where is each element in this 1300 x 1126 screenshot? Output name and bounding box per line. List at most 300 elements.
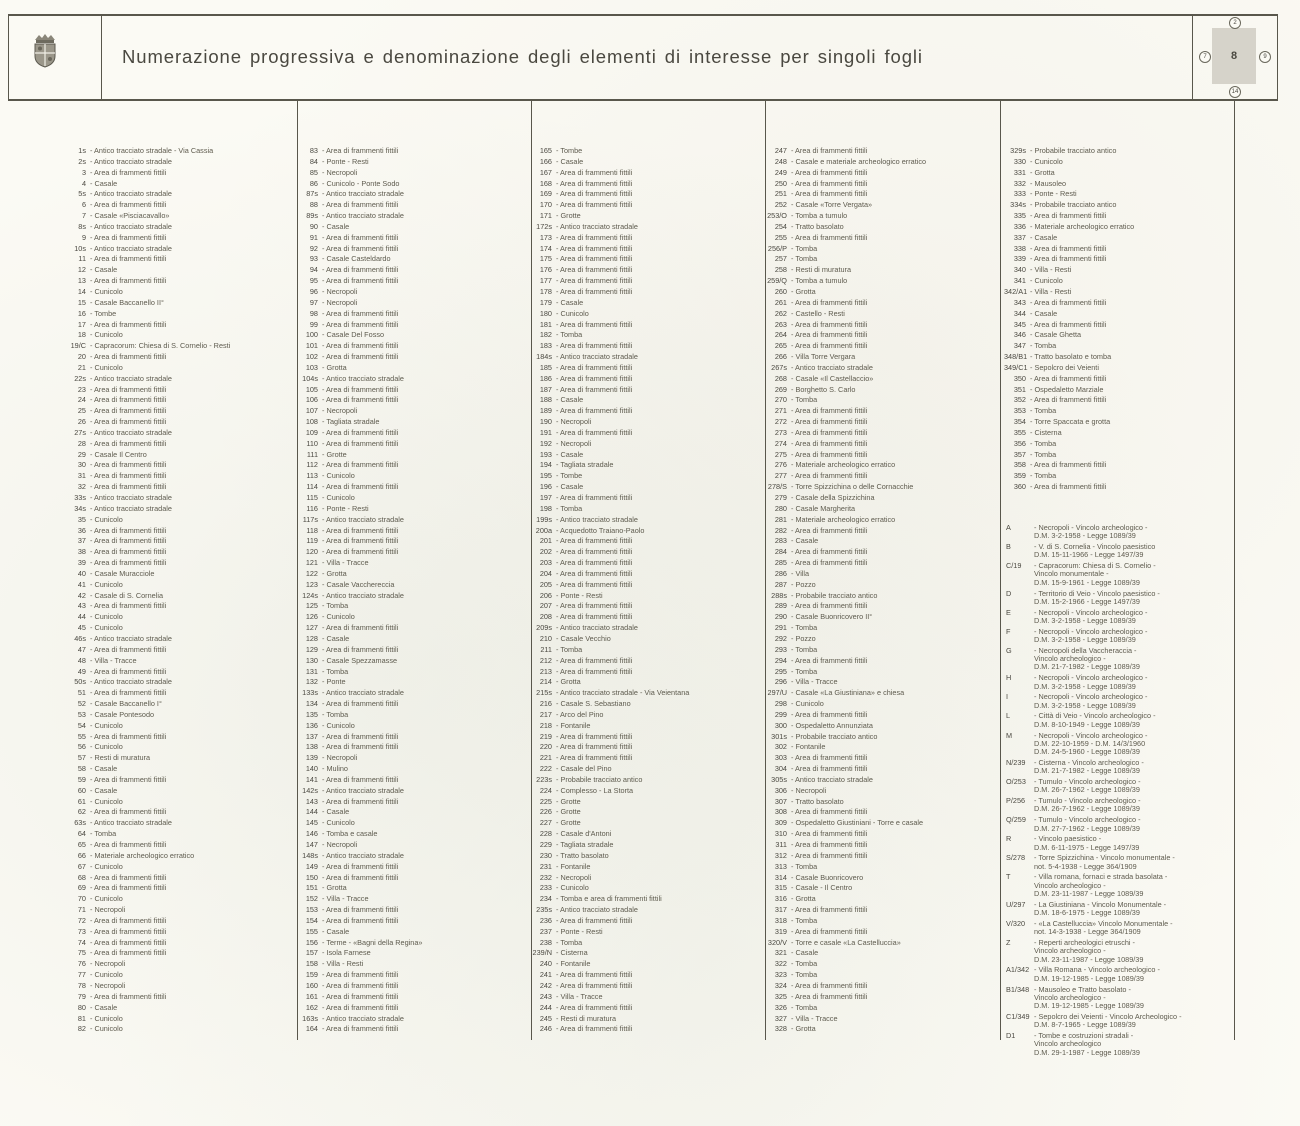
- entry-number: 322: [774, 959, 787, 969]
- entry-row: [58, 439, 230, 450]
- entry-row: [532, 536, 689, 547]
- entry-name: - Casale: [556, 482, 584, 492]
- entry-row: [58, 200, 230, 211]
- entry-number: 311: [775, 840, 787, 849]
- entry-number: 305s: [771, 774, 787, 784]
- legend-entry: [1006, 939, 1182, 964]
- entry-number: 141: [305, 774, 318, 784]
- entry-name: - Area di frammenti fittili: [556, 373, 633, 383]
- legend-code: E: [1006, 607, 1011, 617]
- entry-name: - Fontanile: [556, 959, 591, 969]
- entry-number: 239/N: [532, 948, 552, 958]
- entry-name: - Necropoli: [791, 785, 827, 795]
- entry-name: - Cunicolo: [322, 818, 355, 828]
- entry-number: 217: [539, 709, 552, 719]
- entry-row: [1004, 168, 1134, 179]
- entry-row: [764, 677, 926, 688]
- legend-line: - Cisterna - Vincolo archeologico -: [1034, 757, 1144, 767]
- entry-row: [764, 981, 926, 992]
- entry-row: [1004, 471, 1134, 482]
- entry-name: - Villa - Tracce: [556, 991, 603, 1001]
- entry-name: - Area di frammenti fittili: [556, 558, 633, 568]
- entry-number: 339: [1013, 254, 1026, 264]
- entry-number: 24: [77, 395, 86, 405]
- entry-name: - Area di frammenti fittili: [322, 623, 399, 633]
- entry-name: - Fontanile: [791, 742, 826, 752]
- entry-number: 246: [539, 1024, 552, 1034]
- entry-row: [532, 179, 689, 190]
- entry-number: 53: [77, 709, 86, 719]
- entry-number: 21: [77, 362, 86, 372]
- entry-name: - Necropoli: [90, 980, 126, 990]
- legend-line: D.M. 29-1-1987 - Legge 1089/39: [1034, 1047, 1140, 1057]
- legend-description: [1034, 647, 1140, 672]
- entry-number: 253/O: [767, 211, 787, 221]
- entry-name: - Area di frammenti fittili: [556, 547, 633, 557]
- entry-name: - Cunicolo: [90, 742, 123, 752]
- entry-number: 214: [539, 677, 552, 687]
- entry-row: [764, 450, 926, 461]
- entry-row: [764, 417, 926, 428]
- legend-line: D.M. 22-10-1959 - D.M. 14/3/1960: [1034, 738, 1146, 748]
- entry-number: 134: [305, 699, 318, 709]
- entry-number: 317: [774, 905, 787, 915]
- entry-row: [1004, 146, 1134, 157]
- entry-number: 92: [309, 243, 318, 253]
- legend-description: [1034, 778, 1141, 795]
- entry-name: - Area di frammenti fittili: [791, 764, 868, 774]
- entry-row: [532, 1003, 689, 1014]
- legend-line: - Torre Spizzichina - Vincolo monumentale -: [1034, 853, 1175, 863]
- legend-entry: [1006, 562, 1182, 587]
- entry-row: [1004, 189, 1134, 200]
- entry-name: - Cisterna: [556, 948, 588, 958]
- entry-name: - Area di frammenti fittili: [1030, 211, 1107, 221]
- entry-name: - Pozzo: [791, 633, 816, 643]
- entry-number: 75: [77, 948, 86, 958]
- entry-name: - Casale: [1030, 232, 1058, 242]
- entry-row: [58, 764, 230, 775]
- entry-name: - Grotta: [791, 894, 816, 904]
- legend-line: - Necropoli - Vincolo archeologico -: [1034, 523, 1148, 532]
- entry-number: 29: [77, 449, 86, 459]
- entry-name: - Grotte: [322, 449, 347, 459]
- entry-number: 189: [539, 406, 552, 416]
- entry-number: 23: [77, 384, 86, 394]
- entry-number: 16: [77, 308, 86, 318]
- entry-number: 25: [77, 406, 86, 416]
- entry-name: - Casale della Spizzichina: [791, 493, 875, 502]
- legend-code: T: [1006, 872, 1011, 882]
- column-divider: [1234, 100, 1235, 1040]
- entry-name: - Villa - Tracce: [791, 677, 838, 687]
- entry-number: 265: [774, 341, 787, 351]
- entry-row: [58, 807, 230, 818]
- entry-name: - Area di frammenti fittili: [322, 460, 399, 470]
- entry-row: [58, 189, 230, 200]
- legend-entry: [1006, 1013, 1182, 1030]
- legend-entry: [1006, 854, 1182, 871]
- entry-number: 296: [774, 677, 787, 687]
- legend-description: [1034, 1032, 1140, 1057]
- adjacent-sheet-top: 2: [1229, 17, 1241, 29]
- entry-name: - Casale Del Fosso: [322, 330, 385, 340]
- entry-row: [58, 547, 230, 558]
- entry-row: [292, 374, 422, 385]
- entry-number: 96: [309, 286, 318, 296]
- entry-number: 261: [774, 297, 787, 307]
- entry-name: - Ospedaletto Annunziata: [791, 720, 873, 730]
- entry-name: - Cunicolo: [322, 720, 355, 730]
- entry-number: 107: [305, 406, 318, 416]
- entry-row: [292, 471, 422, 482]
- entry-number: 288s: [771, 590, 787, 600]
- entry-row: [1004, 460, 1134, 471]
- adjacent-sheet-bottom: 14: [1229, 86, 1241, 98]
- entry-row: [1004, 330, 1134, 341]
- legend-line: - Mausoleo e Tratto basolato -: [1034, 984, 1131, 994]
- legend-line: Vincolo archeologico -: [1034, 946, 1106, 956]
- entry-name: - Grotta: [322, 883, 347, 893]
- entry-name: - Antico tracciato stradale - Via Cassia: [90, 146, 214, 155]
- entry-number: 256/P: [767, 243, 787, 253]
- entry-number: 131: [305, 666, 318, 676]
- entry-row: [764, 526, 926, 537]
- entry-number: 118: [306, 525, 318, 535]
- entry-name: - Casale: [1030, 308, 1058, 318]
- entry-row: [532, 927, 689, 938]
- entry-name: - Area di frammenti fittili: [556, 319, 633, 329]
- entry-row: [292, 786, 422, 797]
- entry-row: [292, 320, 422, 331]
- entry-number: 11: [78, 254, 86, 264]
- entry-name: - Ponte - Resti: [322, 156, 369, 166]
- entry-row: [58, 612, 230, 623]
- entry-row: [292, 840, 422, 851]
- entry-number: 32: [77, 482, 86, 492]
- entry-number: 44: [77, 612, 86, 622]
- entry-name: - Mausoleo: [1030, 178, 1067, 188]
- entry-name: - Tomba: [791, 623, 818, 633]
- entry-name: - Area di frammenti fittili: [322, 525, 399, 535]
- legend-line: D.M. 8-7-1965 - Legge 1089/39: [1034, 1020, 1136, 1030]
- entry-name: - Area di frammenti fittili: [322, 644, 399, 654]
- entry-row: [1004, 395, 1134, 406]
- entry-number: 336: [1013, 221, 1026, 231]
- entry-row: [292, 395, 422, 406]
- entry-row: [764, 1003, 926, 1014]
- entry-row: [292, 580, 422, 591]
- entry-number: 61: [77, 796, 86, 806]
- entry-row: [58, 515, 230, 526]
- entry-row: [292, 894, 422, 905]
- entry-number: 226: [539, 807, 552, 817]
- entry-number: 285: [774, 558, 787, 568]
- entry-number: 76: [77, 959, 86, 969]
- entry-row: [764, 395, 926, 406]
- entry-row: [764, 244, 926, 255]
- entry-name: - Grotta: [322, 568, 347, 578]
- entry-name: - Antico tracciato stradale: [90, 427, 172, 437]
- entry-row: [58, 981, 230, 992]
- entry-number: 86: [309, 178, 318, 188]
- entry-row: [292, 493, 422, 504]
- entry-row: [764, 276, 926, 287]
- entry-number: 181: [539, 319, 552, 329]
- entry-number: 17: [77, 319, 86, 329]
- entry-number: 162: [305, 1002, 318, 1012]
- entry-name: - Ponte - Resti: [322, 503, 369, 513]
- entry-row: [764, 363, 926, 374]
- legend-code: V/320: [1006, 918, 1026, 928]
- entry-name: - Probabile tracciato antico: [791, 590, 878, 600]
- entry-number: 42: [77, 590, 86, 600]
- entry-number: 185: [539, 362, 552, 372]
- entry-number: 271: [774, 406, 787, 416]
- legend-description: [1034, 759, 1144, 776]
- entry-name: - Area di frammenti fittili: [1030, 395, 1107, 405]
- entry-row: [292, 1003, 422, 1014]
- coat-of-arms-icon: [30, 32, 60, 68]
- entry-number: 170: [539, 200, 552, 210]
- entry-row: [532, 667, 689, 678]
- entry-name: - Casale Baccanello II°: [90, 297, 164, 307]
- legend-code: A1/342: [1006, 965, 1030, 975]
- entry-number: 81: [77, 1013, 86, 1023]
- entry-number: 283: [774, 536, 787, 546]
- entry-row: [58, 569, 230, 580]
- entry-number: 353: [1013, 406, 1026, 416]
- entry-number: 221: [539, 753, 552, 763]
- entry-name: - Cunicolo: [90, 796, 123, 806]
- entry-row: [292, 851, 422, 862]
- entry-name: - Tomba: [556, 937, 583, 947]
- entry-row: [532, 374, 689, 385]
- entry-name: - Area di frammenti fittili: [90, 482, 167, 492]
- legend-line: not. 5-4-1938 - Legge 364/1909: [1034, 861, 1137, 871]
- legend-line: - Tumulo - Vincolo archeologico -: [1034, 815, 1141, 825]
- entry-row: [58, 374, 230, 385]
- entry-name: - Casale Ghetta: [1030, 330, 1082, 340]
- entry-number: 88: [309, 200, 318, 210]
- entry-name: - Antico tracciato stradale: [90, 677, 172, 687]
- entry-row: [532, 677, 689, 688]
- legend-description: [1034, 562, 1156, 587]
- entry-row: [764, 829, 926, 840]
- entry-row: [532, 569, 689, 580]
- entry-name: - Capracorum: Chiesa di S. Cornelio - Resti: [90, 341, 231, 351]
- entry-name: - Area di frammenti fittili: [791, 547, 868, 557]
- entry-name: - Torre Spaccata e grotta: [1030, 417, 1111, 427]
- entry-name: - Necropoli: [556, 417, 592, 427]
- entry-name: - Area di frammenti fittili: [322, 232, 399, 242]
- entry-name: - Antico tracciato stradale: [90, 243, 172, 253]
- entry-name: - Area di frammenti fittili: [322, 265, 399, 275]
- entry-name: - Cunicolo: [90, 286, 123, 296]
- entry-row: [292, 601, 422, 612]
- entry-row: [764, 948, 926, 959]
- entry-name: - Area di frammenti fittili: [556, 341, 633, 351]
- entry-number: 153: [305, 905, 318, 915]
- entry-number: 108: [305, 417, 318, 427]
- entry-row: [532, 385, 689, 396]
- entry-number: 319: [774, 926, 787, 936]
- entry-row: [58, 580, 230, 591]
- legend-code: B1/348: [1006, 984, 1030, 994]
- entry-name: - Casale: [322, 633, 350, 643]
- entry-name: - Casale - Il Centro: [791, 883, 853, 893]
- entry-number: 276: [774, 460, 787, 470]
- entry-name: - Area di frammenti fittili: [791, 297, 868, 307]
- legend-line: - Necropoli - Vincolo archeologico -: [1034, 673, 1148, 683]
- entry-row: [764, 970, 926, 981]
- legend-description: [1034, 732, 1147, 757]
- entry-name: - Tomba: [1030, 406, 1057, 416]
- entry-row: [764, 254, 926, 265]
- entry-name: - Cunicolo: [1030, 156, 1063, 166]
- entry-number: 135: [305, 709, 318, 719]
- entry-name: - Antico tracciato stradale: [556, 221, 638, 231]
- entry-row: [532, 526, 689, 537]
- entry-row: [1004, 320, 1134, 331]
- entry-number: 157: [305, 948, 318, 958]
- entry-name: - Area di frammenti fittili: [322, 395, 399, 405]
- entry-number: 207: [539, 601, 552, 611]
- entry-row: [764, 721, 926, 732]
- entry-number: 347: [1013, 341, 1026, 351]
- entry-number: 343: [1013, 297, 1026, 307]
- legend-entry: [1006, 712, 1182, 729]
- entry-name: - Area di frammenti fittili: [791, 178, 868, 188]
- entry-number: 30: [77, 460, 86, 470]
- entry-name: - Tomba: [791, 970, 818, 980]
- entry-row: [532, 471, 689, 482]
- entry-row: [532, 558, 689, 569]
- entry-name: - Antico tracciato stradale: [90, 493, 172, 502]
- entry-name: - Pozzo: [791, 579, 816, 589]
- entry-row: [532, 948, 689, 959]
- entry-row: [292, 450, 422, 461]
- entry-row: [764, 862, 926, 873]
- entry-row: [532, 634, 689, 645]
- entry-name: - Tombe: [556, 471, 583, 481]
- entry-row: [58, 558, 230, 569]
- entry-row: [292, 1014, 422, 1025]
- entry-name: - Tomba: [556, 644, 583, 654]
- entry-number: 165: [539, 146, 552, 155]
- entry-name: - Area di frammenti fittili: [322, 905, 399, 915]
- entry-number: 112: [306, 460, 318, 470]
- entry-row: [532, 146, 689, 157]
- entry-number: 197: [539, 493, 552, 502]
- entry-name: - Cunicolo: [791, 699, 824, 709]
- entry-name: - Area di frammenti fittili: [90, 915, 167, 925]
- entry-number: 204: [539, 568, 552, 578]
- entry-name: - Casale e materiale archeologico erratico: [791, 156, 927, 166]
- entry-row: [532, 688, 689, 699]
- entry-number: 359: [1013, 471, 1026, 481]
- entry-row: [532, 222, 689, 233]
- entry-name: - Area di frammenti fittili: [791, 525, 868, 535]
- entry-name: - Probabile tracciato antico: [1030, 200, 1117, 210]
- entry-number: 150: [305, 872, 318, 882]
- entry-row: [764, 287, 926, 298]
- entry-number: 274: [774, 438, 787, 448]
- entry-number: 199s: [536, 514, 552, 524]
- legend-entry: [1006, 966, 1182, 983]
- entry-number: 315: [774, 883, 787, 893]
- entry-name: - Antico tracciato stradale: [791, 362, 873, 372]
- entry-name: - Area di frammenti fittili: [90, 558, 167, 568]
- entry-row: [764, 504, 926, 515]
- entry-number: 49: [77, 666, 86, 676]
- entry-number: 104s: [302, 373, 318, 383]
- entry-row: [532, 341, 689, 352]
- entry-row: [532, 883, 689, 894]
- entry-name: - Area di frammenti fittili: [556, 167, 633, 177]
- entry-name: - Tomba: [791, 861, 818, 871]
- legend-entry: [1006, 609, 1182, 626]
- page-title: Numerazione progressiva e denominazione degli elementi di interesse per singoli fogli: [122, 46, 923, 67]
- entry-row: [532, 363, 689, 374]
- entry-name: - Tomba: [791, 254, 818, 264]
- entry-row: [58, 363, 230, 374]
- entry-number: 358: [1013, 460, 1026, 470]
- entry-name: - Cunicolo: [90, 623, 123, 633]
- entry-number: 148s: [302, 850, 318, 860]
- entry-number: 67: [77, 861, 86, 871]
- entry-number: 202: [539, 547, 552, 557]
- entry-row: [532, 287, 689, 298]
- entry-name: - Cunicolo: [90, 612, 123, 622]
- entry-row: [292, 667, 422, 678]
- entry-number: 128: [305, 633, 318, 643]
- legend-code: G: [1006, 645, 1012, 655]
- entry-name: - Necropoli: [322, 840, 358, 849]
- entry-row: [532, 840, 689, 851]
- legend-line: D.M. 3-2-1958 - Legge 1089/39: [1034, 615, 1136, 625]
- legend-code: D1: [1006, 1031, 1016, 1041]
- entry-number: 166: [539, 156, 552, 166]
- entry-name: - Antico tracciato stradale: [90, 373, 172, 383]
- entry-number: 299: [774, 709, 787, 719]
- entry-row: [292, 439, 422, 450]
- entry-name: - Cunicolo: [90, 861, 123, 871]
- entry-name: - Tomba: [1030, 471, 1057, 481]
- entry-number: 116: [306, 503, 318, 513]
- entry-row: [764, 623, 926, 634]
- entry-name: - Area di frammenti fittili: [556, 265, 633, 275]
- entry-number: 334s: [1010, 200, 1026, 210]
- entry-row: [58, 298, 230, 309]
- entry-name: - Antico tracciato stradale: [90, 818, 172, 828]
- entry-name: - Area di frammenti fittili: [791, 189, 868, 199]
- entry-number: 174: [539, 243, 552, 253]
- entry-row: [58, 482, 230, 493]
- entry-number: 238: [539, 937, 552, 947]
- entry-number: 47: [77, 644, 86, 654]
- entry-row: [58, 233, 230, 244]
- entry-name: - Tomba: [556, 503, 583, 513]
- entry-row: [58, 428, 230, 439]
- entry-name: - Area di frammenti fittili: [90, 644, 167, 654]
- entry-name: - Tomba: [791, 915, 818, 925]
- entry-row: [764, 916, 926, 927]
- legend-entry: [1006, 986, 1182, 1011]
- entry-number: 351: [1013, 384, 1026, 394]
- entry-name: - Cisterna: [1030, 427, 1062, 437]
- entry-row: [532, 612, 689, 623]
